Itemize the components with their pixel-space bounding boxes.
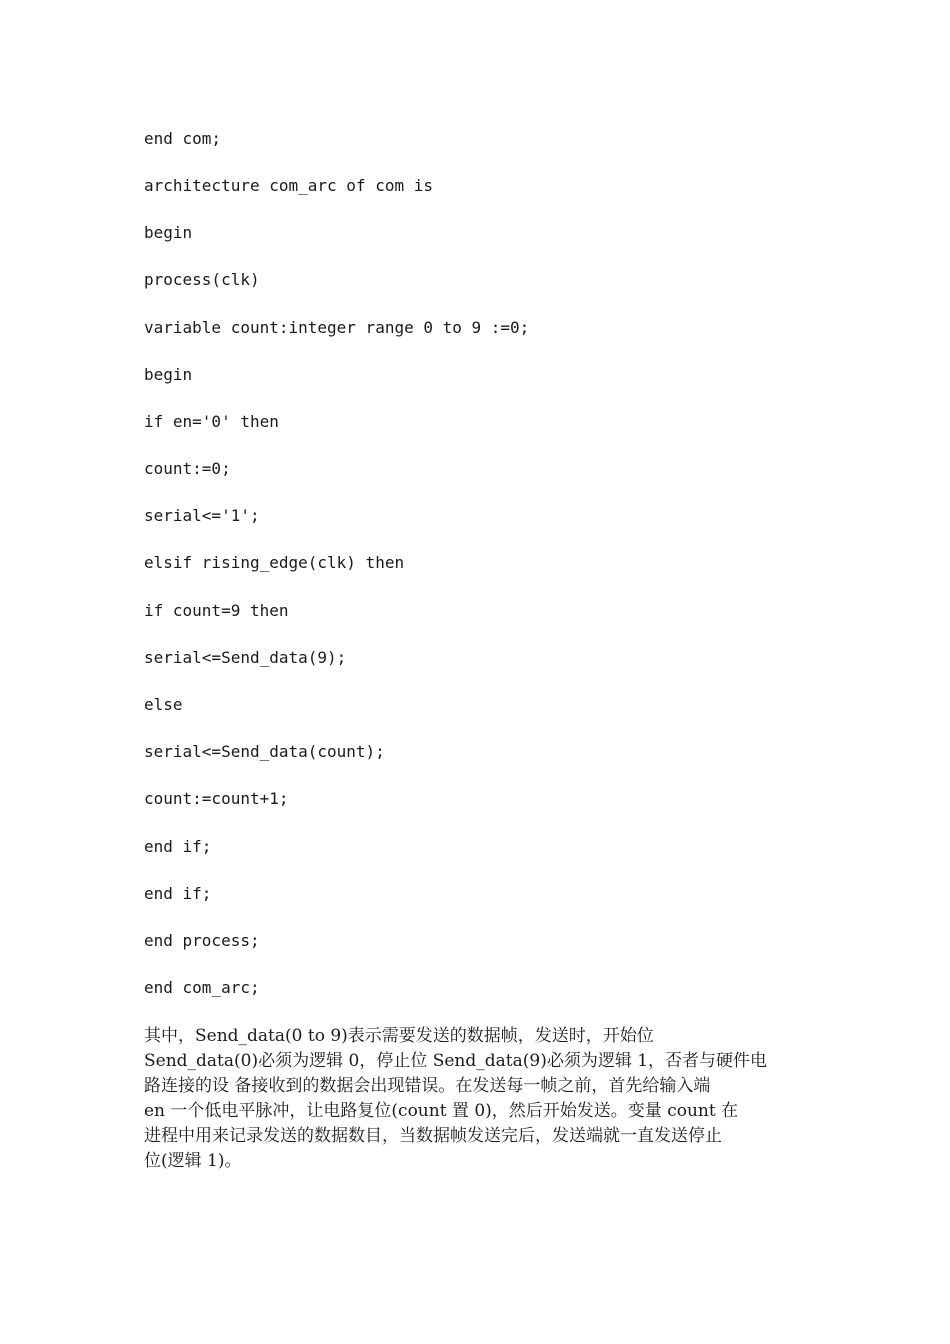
paragraph-line: Send_data(0)必须为逻辑 0，停止位 Send_data(9)必须为逻辑 1，否者与硬件电 (144, 1051, 768, 1071)
code-line-else: else (144, 695, 183, 714)
paragraph-line: 路连接的设 备接收到的数据会出现错误。在发送每一帧之前，首先给输入端 (144, 1076, 711, 1096)
code-line-end-if-inner: end if; (144, 837, 212, 856)
paragraph-line: en 一个低电平脉冲，让电路复位(count 置 0)，然后开始发送。变量 count 在 (144, 1101, 739, 1121)
code-line-variable: variable count:integer range 0 to 9 :=0; (144, 318, 530, 337)
code-line-serial-idle: serial<='1'; (144, 506, 260, 525)
paragraph-line: 进程中用来记录发送的数据数目，当数据帧发送完后，发送端就一直发送停止 (144, 1126, 722, 1146)
paragraph-line: 其中，Send_data(0 to 9)表示需要发送的数据帧，发送时，开始位 (144, 1026, 654, 1046)
code-line-if-count: if count=9 then (144, 601, 289, 620)
code-line-count-reset: count:=0; (144, 459, 231, 478)
code-line-begin-process: begin (144, 365, 193, 384)
code-line-count-increment: count:=count+1; (144, 789, 289, 808)
code-line-end-com: end com; (144, 129, 222, 148)
code-line-serial-stop: serial<=Send_data(9); (144, 648, 347, 667)
code-line-end-if-outer: end if; (144, 884, 212, 903)
code-line-end-com-arc: end com_arc; (144, 978, 260, 997)
code-line-elsif: elsif rising_edge(clk) then (144, 553, 405, 572)
code-line-process: process(clk) (144, 270, 260, 289)
code-line-if-en: if en='0' then (144, 412, 279, 431)
code-line-serial-data: serial<=Send_data(count); (144, 742, 385, 761)
explanation-paragraph (144, 1024, 812, 1174)
code-line-begin: begin (144, 223, 193, 242)
code-line-architecture: architecture com_arc of com is (144, 176, 433, 195)
code-line-end-process: end process; (144, 931, 260, 950)
paragraph-line: 位(逻辑 1)。 (144, 1151, 242, 1171)
